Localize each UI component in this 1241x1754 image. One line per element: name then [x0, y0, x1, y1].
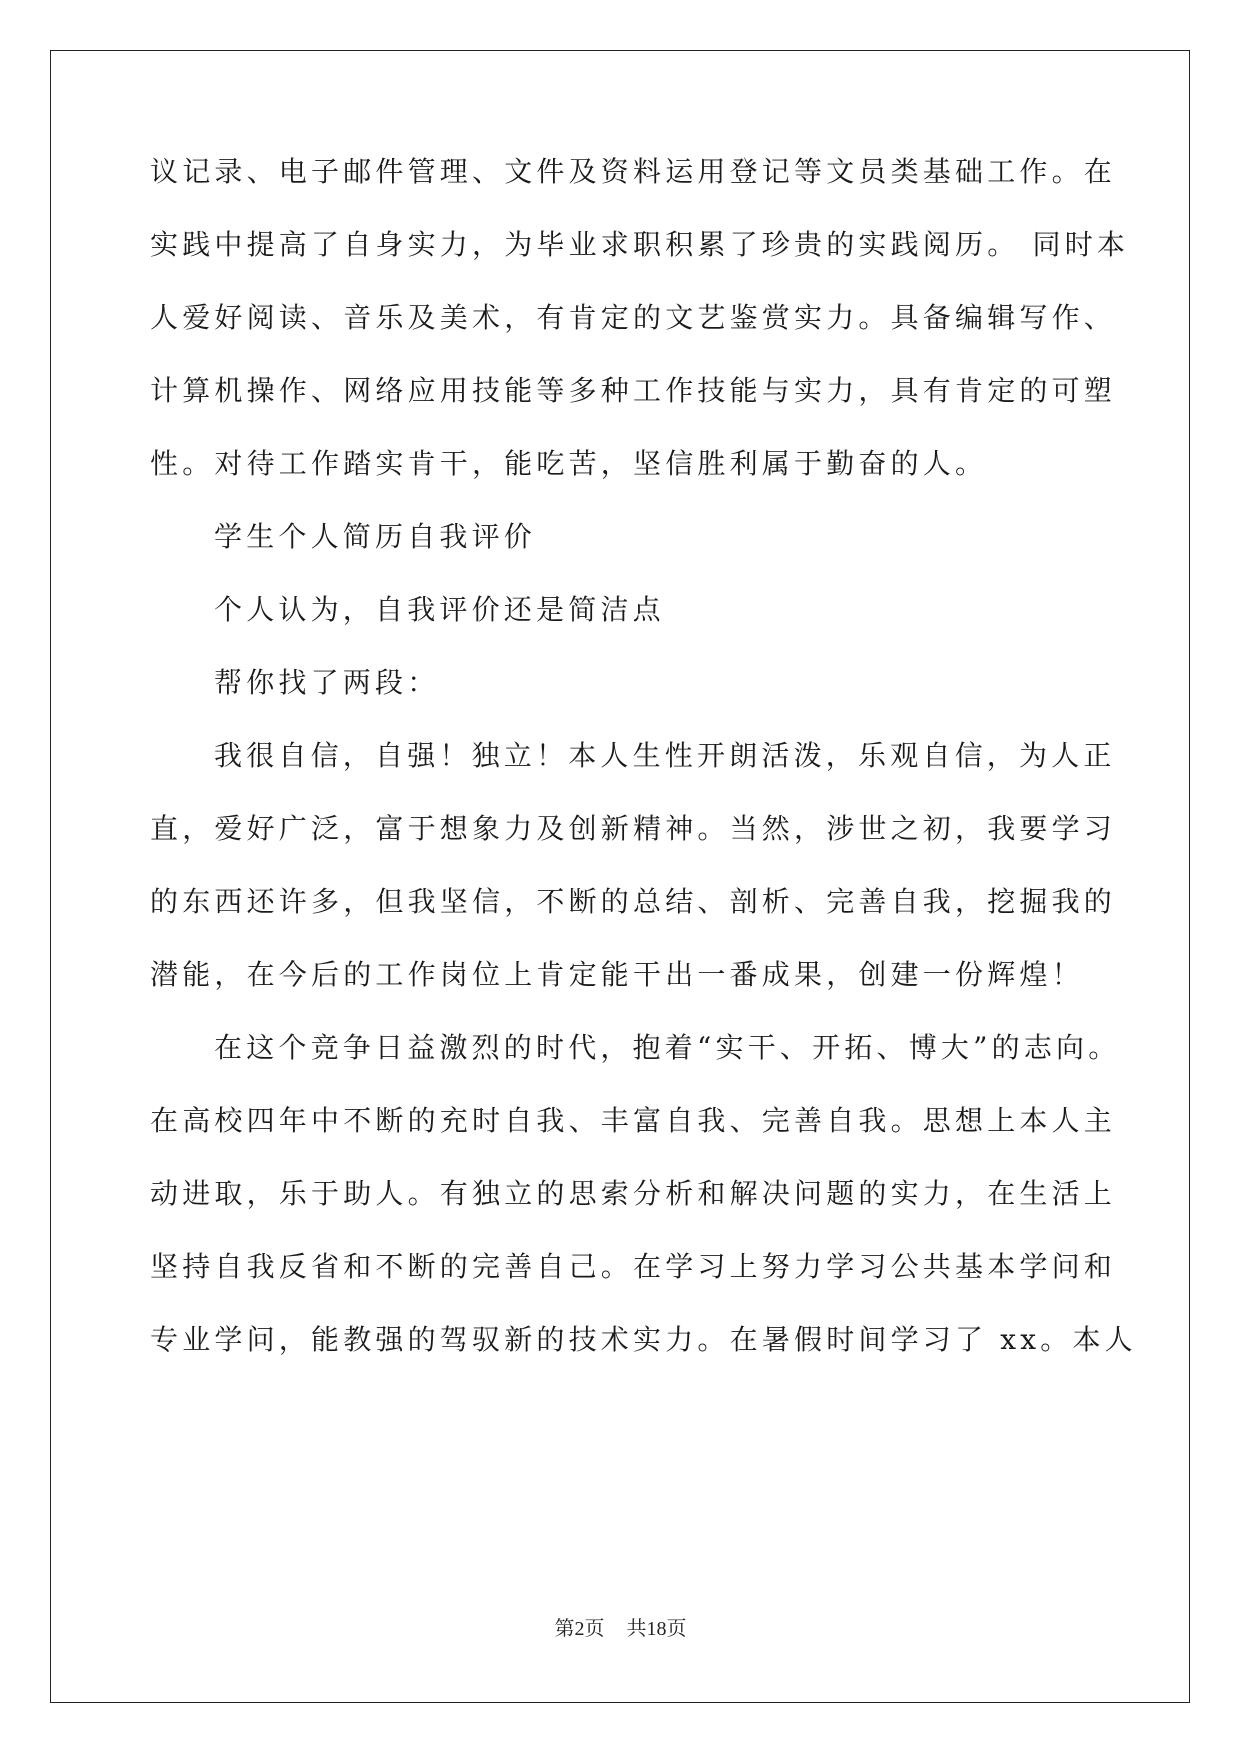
text-line: 动进取，乐于助人。有独立的思索分析和解决问题的实力，在生活上: [150, 1177, 1117, 1210]
text-line: 坚持自我反省和不断的完善自己。在学习上努力学习公共基本学问和: [150, 1250, 1117, 1283]
text-line: 实践中提高了自身实力，为毕业求职积累了珍贵的实践阅历。 同时本: [150, 228, 1130, 261]
page-number: 第2页: [554, 1618, 605, 1640]
page-total: 共18页: [626, 1618, 687, 1640]
text-line: 个人认为，自我评价还是简洁点: [214, 593, 665, 626]
text-line: 我很自信，自强！独立！本人生性开朗活泼，乐观自信，为人正: [214, 739, 1116, 772]
text-line: 人爱好阅读、音乐及美术，有肯定的文艺鉴赏实力。具备编辑写作、: [150, 301, 1117, 334]
text-line: 专业学问，能教强的驾驭新的技术实力。在暑假时间学习了 xx。本人: [150, 1323, 1137, 1356]
page-footer: [0, 1612, 1241, 1641]
text-line: 帮你找了两段：: [214, 666, 440, 699]
text-line: 潜能，在今后的工作岗位上肯定能干出一番成果，创建一份辉煌！: [150, 958, 1084, 991]
text-line: 议记录、电子邮件管理、文件及资料运用登记等文员类基础工作。在: [150, 155, 1117, 188]
text-line: 性。对待工作踏实肯干，能吃苦，坚信胜利属于勤奋的人。: [150, 447, 988, 480]
text-line: 在这个竞争日益激烈的时代，抱着“实干、开拓、博大”的志向。: [214, 1031, 1121, 1064]
text-line: 的东西还许多，但我坚信，不断的总结、剖析、完善自我，挖掘我的: [150, 885, 1117, 918]
text-line: 直，爱好广泛，富于想象力及创新精神。当然，涉世之初，我要学习: [150, 812, 1117, 845]
text-line: 计算机操作、网络应用技能等多种工作技能与实力，具有肯定的可塑: [150, 374, 1117, 407]
section-heading: 学生个人简历自我评价: [214, 520, 537, 553]
text-line: 在高校四年中不断的充时自我、丰富自我、完善自我。思想上本人主: [150, 1104, 1117, 1137]
